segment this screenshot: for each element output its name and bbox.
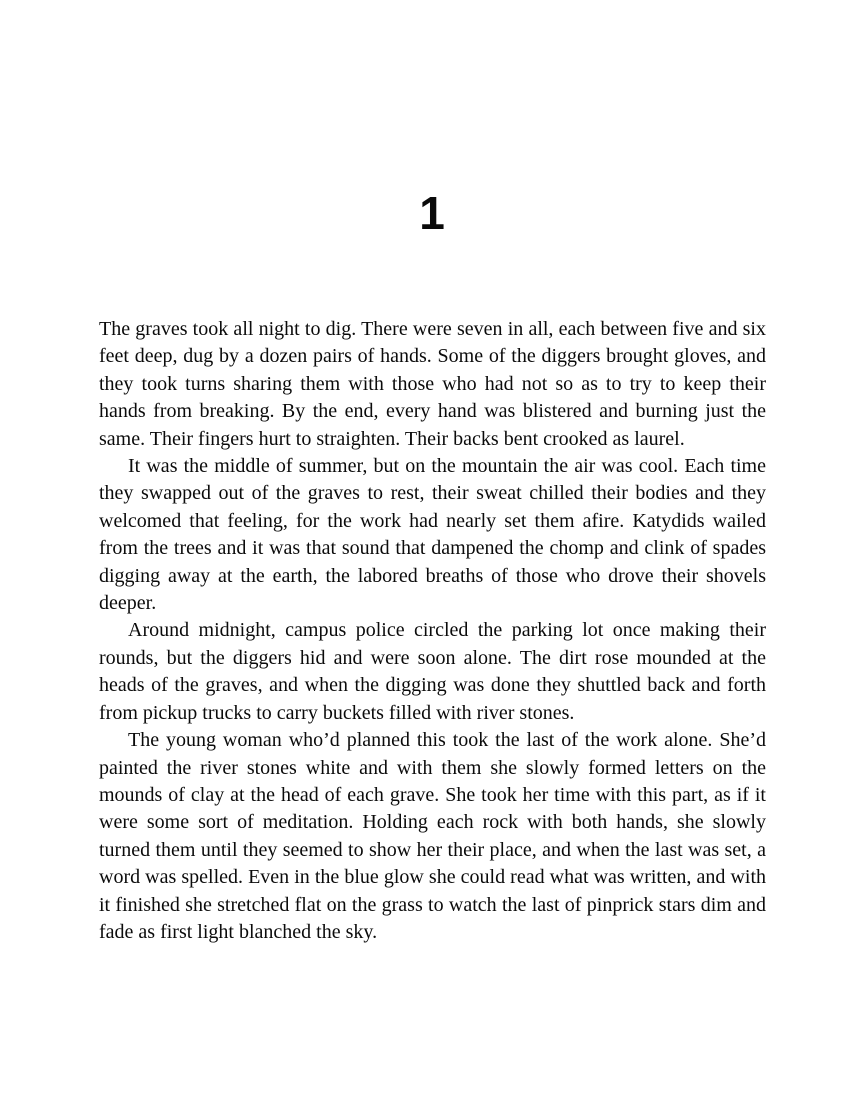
paragraph: It was the middle of summer, but on the mountain the air was cool. Each time they swapped out of the graves to rest, their sweat chilled their bodies and they welcomed that feeling, for the work had nearly set them afire. Katydids wailed from the trees and it was that sound that dampened the chomp and clink of spades digging away at the earth, the labored breaths of those who drove their shovels deeper. — [99, 455, 766, 615]
paragraph: The graves took all night to dig. There were seven in all, each between five and six feet deep, dug by a dozen pairs of hands. Some of the diggers brought gloves, and they took turns sharing them with those who had not so as to try to keep their hands from breaking. By the end, every hand was blistered and burning just the same. Their fingers hurt to straighten. Their backs bent crooked as laurel. — [99, 318, 766, 450]
paragraph: The young woman who’d planned this took the last of the work alone. She’d painted the river stones white and with them she slowly formed letters on the mounds of clay at the head of each grave. She took her time with this part, as if it were some sort of meditation. Holding each rock with both hands, she slowly turned them until they seemed to show her their place, and when the last was set, a word was spelled. Even in the blue glow she could read what was written, and with it finished she stretched flat on the grass to watch the last of pinprick stars dim and fade as first light blanched the sky. — [99, 729, 766, 943]
chapter-body — [99, 316, 766, 946]
paragraph: Around midnight, campus police circled the parking lot once making their rounds, but the diggers hid and were soon alone. The dirt rose mounded at the heads of the graves, and when the digging was done they shuttled back and forth from pickup trucks to carry buckets filled with river stones. — [99, 619, 766, 724]
chapter-number: 1 — [419, 187, 445, 239]
